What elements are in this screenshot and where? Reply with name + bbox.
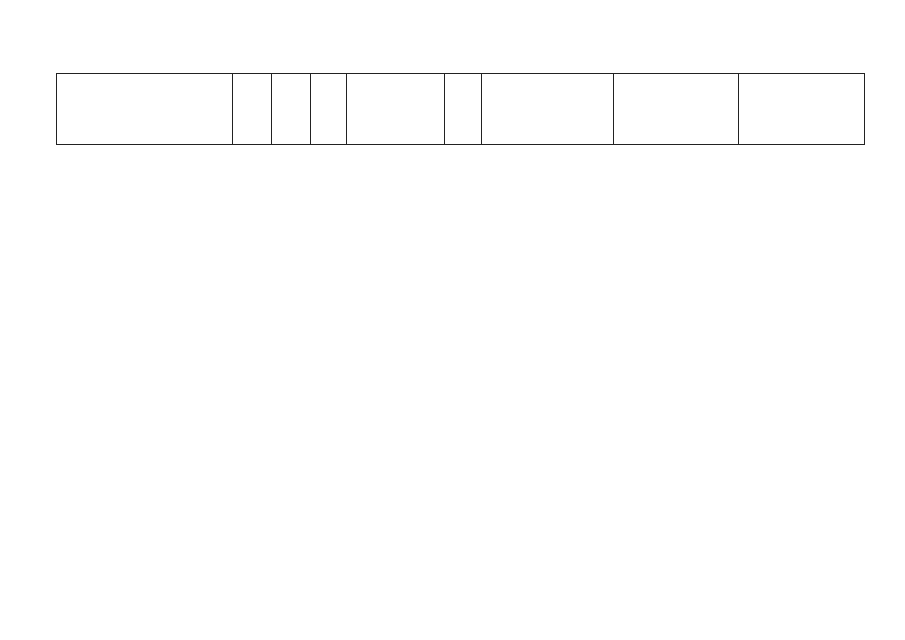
header-name [57, 74, 233, 144]
header-executed [614, 74, 739, 144]
header-csr [347, 74, 445, 144]
table-header [56, 73, 865, 145]
header-deviation [739, 74, 864, 144]
header-budget [482, 74, 614, 144]
header-pr [311, 74, 347, 144]
header-rz [272, 74, 311, 144]
header-vr [445, 74, 482, 144]
header-ved [233, 74, 272, 144]
